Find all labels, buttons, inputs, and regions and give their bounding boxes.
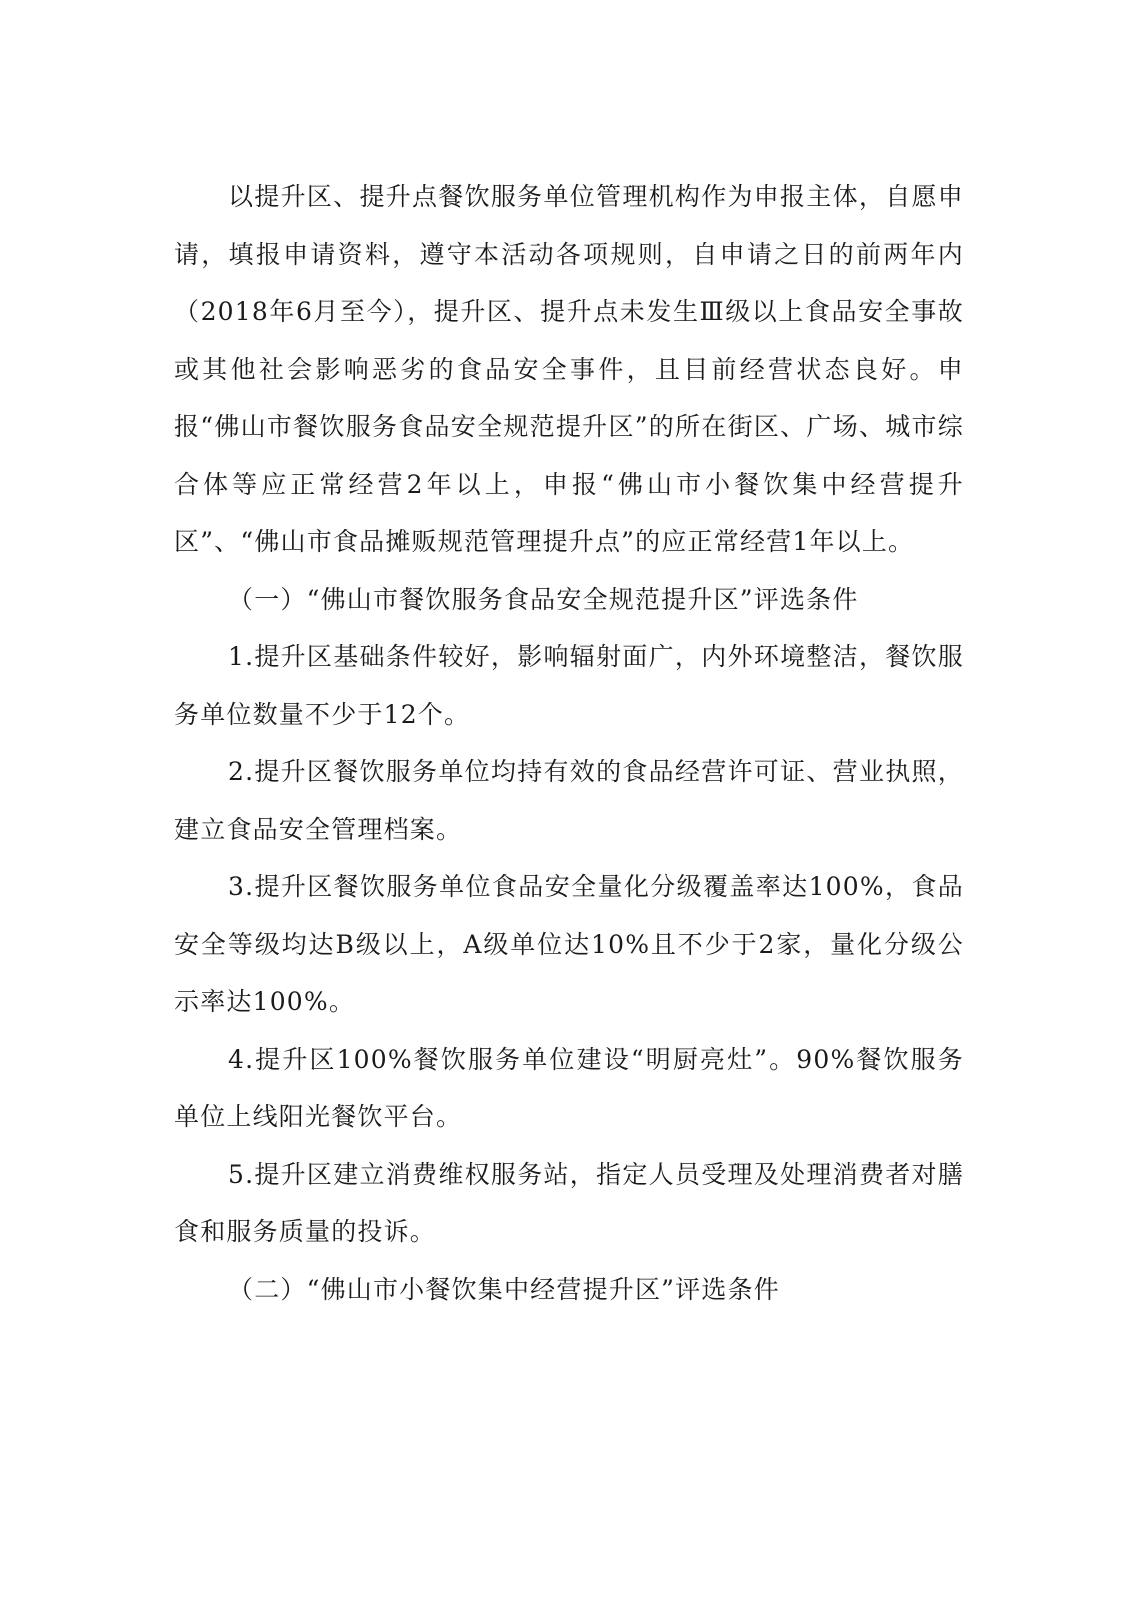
section-1-item-4: 4.提升区100%餐饮服务单位建设“明厨亮灶”。90%餐饮服务单位上线阳光餐饮平台。 <box>174 1044 964 1131</box>
section-1-heading: （一）“佛山市餐饮服务食品安全规范提升区”评选条件 <box>228 584 859 614</box>
section-1-item-2: 2.提升区餐饮服务单位均持有效的食品经营许可证、营业执照，建立食品安全管理档案。 <box>174 757 964 844</box>
section-1-item-3: 3.提升区餐饮服务单位食品安全量化分级覆盖率达100%，食品安全等级均达B级以上，A级单位达10%且不少于2家，量化分级公示率达100%。 <box>174 872 964 1016</box>
section-1-item-5: 5.提升区建立消费维权服务站，指定人员受理及处理消费者对膳食和服务质量的投诉。 <box>174 1159 964 1246</box>
document-body <box>174 168 964 1318</box>
section-1-item-1: 1.提升区基础条件较好，影响辐射面广，内外环境整洁，餐饮服务单位数量不少于12个。 <box>174 642 964 729</box>
section-2-heading: （二）“佛山市小餐饮集中经营提升区”评选条件 <box>228 1274 780 1304</box>
intro-paragraph: 以提升区、提升点餐饮服务单位管理机构作为申报主体，自愿申请，填报申请资料，遵守本活动各项规则，自申请之日的前两年内（2018年6月至今），提升区、提升点未发生Ⅲ级以上食品安全事故或其他社会影响恶劣的食品安全事件，且目前经营状态良好。申报“佛山市餐饮服务食品安全规范提升区”的所在街区、广场、城市综合体等应正常经营2年以上，申报“佛山市小餐饮集中经营提升区”、“佛山市食品摊贩规范管理提升点”的应正常经营1年以上。 <box>174 182 964 556</box>
